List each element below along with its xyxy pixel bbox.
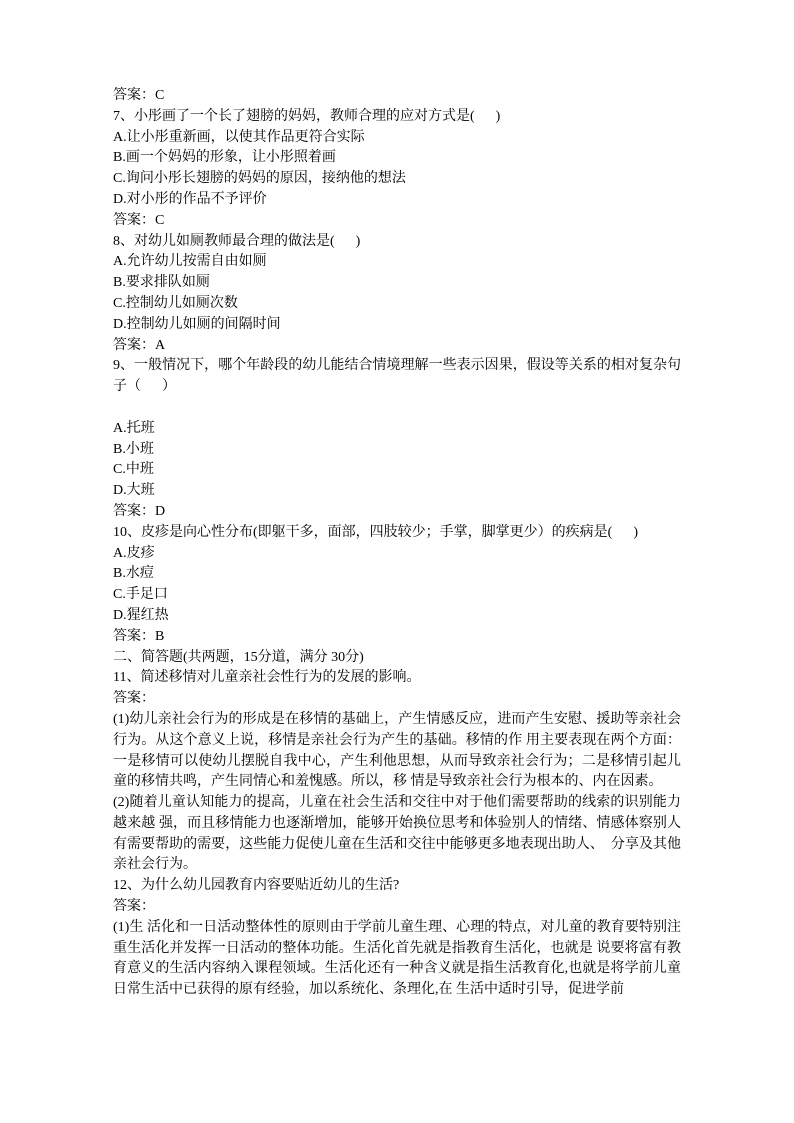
- option-line: B.要求排队如厕: [113, 275, 210, 291]
- option-line: D.对小彤的作品不予评价: [113, 191, 267, 207]
- blank-line-spacer: [113, 398, 681, 419]
- option-line: D.猩红热: [113, 607, 169, 623]
- question-stem: 12、为什么幼儿园教育内容要贴近幼儿的生活?: [113, 878, 400, 894]
- question-stem: 11、简述移情对儿童亲社会性行为的发展的影响。: [113, 670, 421, 686]
- option-line: A.允许幼儿按需自由如厕: [113, 254, 267, 270]
- option-line: C.询问小彤长翅膀的妈妈的原因，接纳他的想法: [113, 171, 406, 187]
- answer-line: 答案：B: [113, 628, 165, 644]
- option-line: B.小班: [113, 441, 154, 457]
- answer-line: 答案：: [113, 899, 155, 915]
- answer-paragraph: (1)生 活化和一日活动整体性的原则由于学前儿童生理、心理的特点，对儿童的教育要特别注重生活化并发挥一日活动的整体功能。生活化首先就是指教育生活化，也就是 说要将富有教育意义的生活内容纳入课程领域。生活化还有一种含义就是指生活教育化,也就是将学前儿童日常生活中已获得的原有经验，加以系统化、条理化,在 生活中适时引导，促进学前: [113, 919, 681, 998]
- answer-line: 答案：D: [113, 503, 166, 519]
- answer-line: 答案：C: [113, 212, 165, 228]
- section-heading: 二、简答题(共两题，15分道，满分 30分): [113, 649, 364, 665]
- option-line: C.手足口: [113, 587, 168, 603]
- option-line: A.皮疹: [113, 545, 155, 561]
- option-line: A.托班: [113, 420, 155, 436]
- option-line: D.大班: [113, 483, 155, 499]
- document-content: [113, 86, 681, 1001]
- answer-paragraph: (1)幼儿亲社会行为的形成是在移情的基础上，产生情感反应，进而产生安慰、援助等亲社会行为。从这个意义上说，移情是亲社会行为产生的基础。移情的作 用主要表现在两个方面：一是移情可以使幼儿摆脱自我中心，产生利他思想，从而导致亲社会行为；二是移情引起儿童的移情共鸣，产生同情心和羞愧感。所以，移 情是导致亲社会行为根本的、内在因素。: [113, 711, 681, 790]
- answer-line: 答案：C: [113, 88, 165, 103]
- answer-line: 答案：A: [113, 337, 166, 353]
- option-line: B.水痘: [113, 566, 154, 582]
- question-stem: 7、小彤画了一个长了翅膀的妈妈，教师合理的应对方式是( ): [113, 108, 501, 124]
- question-stem: 9、一般情况下，哪个年龄段的幼儿能结合情境理解一些表示因果，假设等关系的相对复杂句子（ ）: [113, 358, 681, 395]
- option-line: C.控制幼儿如厕次数: [113, 295, 238, 311]
- option-line: C.中班: [113, 462, 154, 478]
- option-line: A.让小彤重新画，以使其作品更符合实际: [113, 129, 365, 145]
- answer-paragraph: (2)随着儿童认知能力的提高，儿童在社会生活和交往中对于他们需要帮助的线索的识别能力越来越 强，而且移情能力也逐渐增加，能够开始换位思考和体验别人的情绪、情感体察别人有需要帮助的需要，这些能力促使儿童在生活和交往中能够更多地表现出助人、 分享及其他亲社会行为。: [113, 795, 681, 873]
- question-stem: 8、对幼儿如厕教师最合理的做法是( ): [113, 233, 361, 249]
- option-line: D.控制幼儿如厕的间隔时间: [113, 316, 281, 332]
- question-stem: 10、皮疹是向心性分布(即躯干多，面部，四肢较少；手掌，脚掌更少）的疾病是( ): [113, 524, 638, 540]
- answer-line: 答案：: [113, 691, 155, 707]
- option-line: B.画一个妈妈的形象，让小彤照着画: [113, 150, 336, 166]
